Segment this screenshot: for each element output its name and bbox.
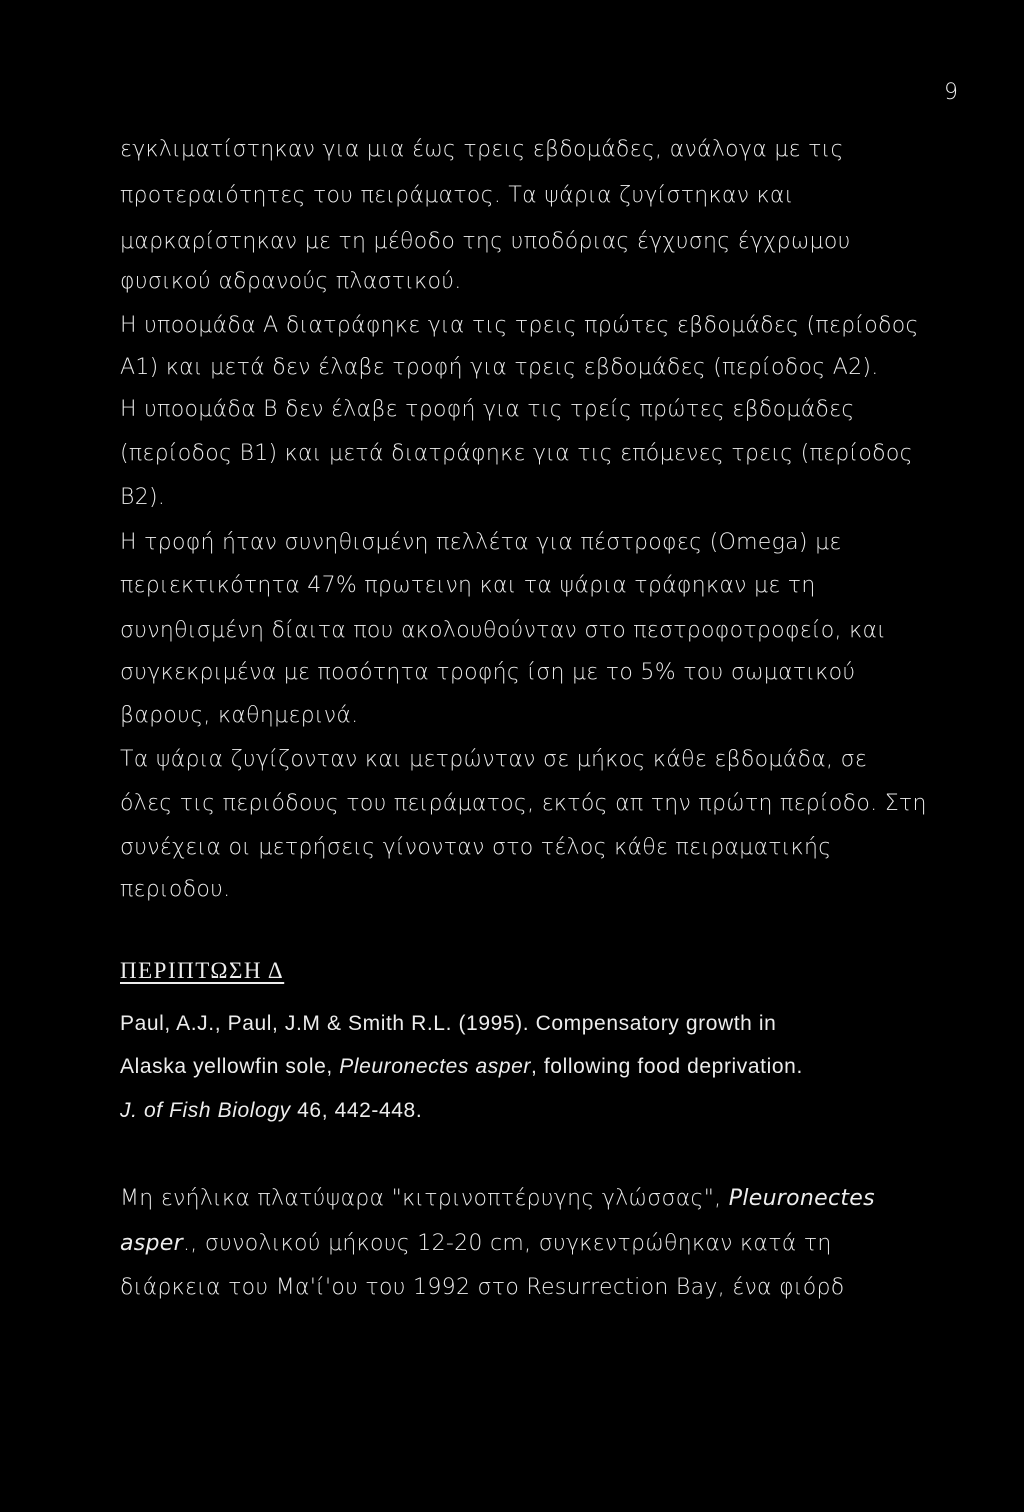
reference-text: 46, 442-448. [290, 1099, 423, 1122]
text-line: Τα ψάρια ζυγίζονταν και μετρώνταν σε μήκος κάθε εβδομάδα, σε [120, 747, 868, 772]
text-line: προτεραιότητες του πειράματος. Τα ψάρια ζυγίστηκαν και [120, 183, 794, 208]
text-line: συνέχεια οι μετρήσεις γίνονταν στο τέλος κάθε πειραματικής [120, 835, 832, 860]
section-heading: ΠΕΡΙΠΤΩΣΗ Δ [120, 958, 285, 983]
text-line [120, 1230, 832, 1258]
text-line: εγκλιματίστηκαν για μια έως τρεις εβδομάδες, ανάλογα με τις [120, 137, 844, 162]
text-line: φυσικού αδρανούς πλαστικού. [120, 269, 462, 294]
reference-line [120, 1053, 803, 1081]
text-line: όλες τις περιόδους του πειράματος, εκτός απ την πρώτη περίοδο. Στη [120, 791, 927, 816]
text-line: περιεκτικότητα 47% πρωτεινη και τα ψάρια τράφηκαν με τη [120, 573, 816, 598]
text-line: Η τροφή ήταν συνηθισμένη πελλέτα για πέστροφες (Omega) με [120, 530, 842, 555]
reference-text: Alaska yellowfin sole, [120, 1055, 340, 1078]
genus-name: Pleuronectes [728, 1186, 875, 1211]
text-line: Α1) και μετά δεν έλαβε τροφή για τρεις εβδομάδες (περίοδος Α2). [120, 355, 879, 380]
paragraph-text: ., συνολικού μήκους 12-20 cm, συγκεντρώθηκαν κατά τη [183, 1231, 832, 1256]
text-line [120, 1185, 875, 1213]
text-line: μαρκαρίστηκαν με τη μέθοδο της υποδόριας έγχυσης έγχρωμου [120, 229, 851, 254]
reference-line: Paul, A.J., Paul, J.M & Smith R.L. (1995). Compensatory growth in [120, 1012, 777, 1035]
reference-text: , following food deprivation. [530, 1055, 803, 1078]
text-line: συγκεκριμένα με ποσότητα τροφής ίση με το 5% του σωματικού [120, 660, 856, 685]
text-line: συνηθισμένη δίαιτα που ακολουθούνταν στο πεστροφοτροφείο, και [120, 618, 887, 643]
text-line: Β2). [120, 485, 166, 510]
text-line: (περίοδος Β1) και μετά διατράφηκε για τις επόμενες τρεις (περίοδος [120, 441, 913, 466]
page-number: 9 [944, 80, 959, 105]
text-line: βαρους, καθημερινά. [120, 703, 359, 728]
text-line: Η υποομάδα Α διατράφηκε για τις τρεις πρώτες εβδομάδες (περίοδος [120, 313, 919, 338]
text-line: περιοδου. [120, 877, 231, 902]
text-line: διάρκεια του Μα'ί'ου του 1992 στο Resurrection Bay, ένα φιόρδ [120, 1275, 845, 1300]
species-name: asper [120, 1231, 183, 1256]
text-line: Η υποομάδα Β δεν έλαβε τροφή για τις τρείς πρώτες εβδομάδες [120, 397, 855, 422]
species-name: Pleuronectes asper [339, 1055, 531, 1078]
journal-name: J. of Fish Biology [120, 1099, 291, 1122]
paragraph-text: Μη ενήλικα πλατύψαρα "κιτρινοπτέρυγης γλώσσας", [120, 1186, 729, 1211]
reference-line [120, 1097, 422, 1125]
